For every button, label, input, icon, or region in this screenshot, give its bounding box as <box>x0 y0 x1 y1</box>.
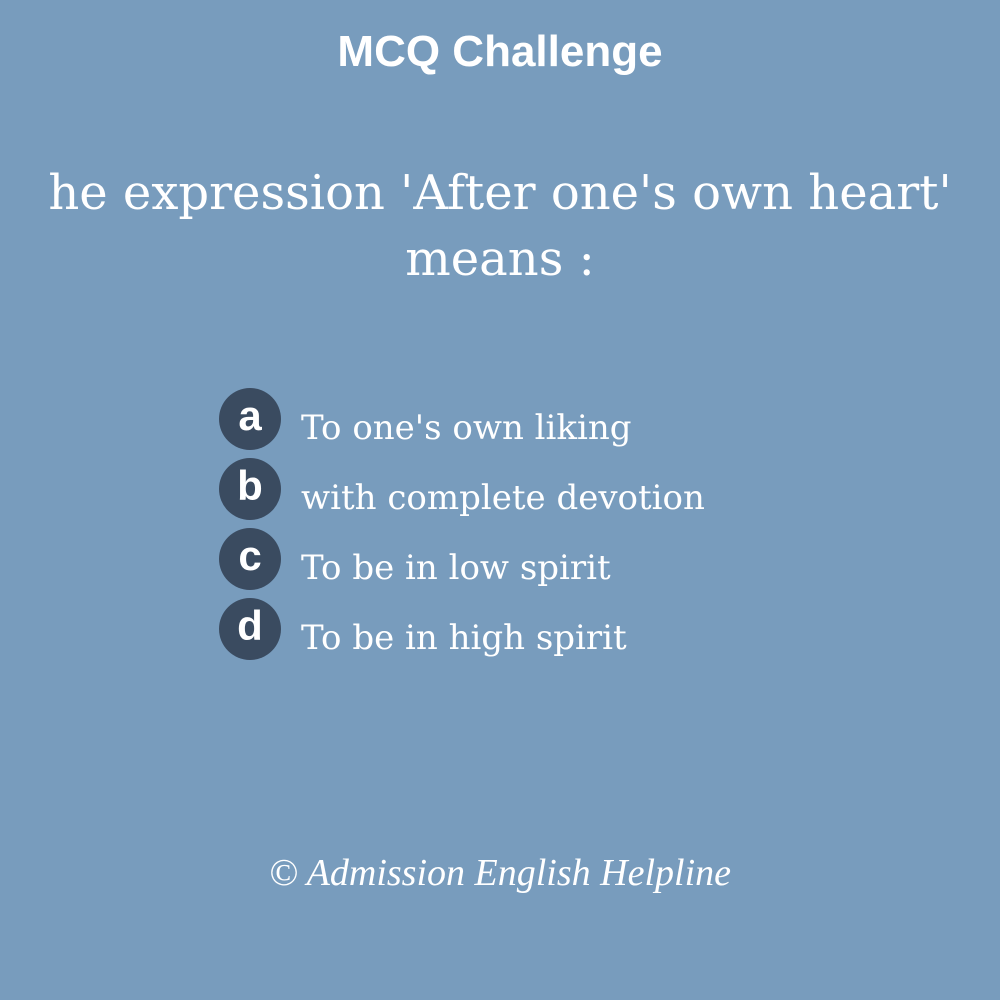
option-a[interactable] <box>219 388 819 458</box>
option-b[interactable] <box>219 458 819 528</box>
option-d[interactable] <box>219 598 819 668</box>
option-a-text: To one's own liking <box>301 408 632 448</box>
question-line-2: means : <box>405 231 595 287</box>
page-title: MCQ Challenge <box>337 27 663 76</box>
question-line-1: he expression 'After one's own heart' <box>48 165 952 221</box>
option-a-badge: a <box>219 388 281 450</box>
option-d-badge: d <box>219 598 281 660</box>
option-b-text: with complete devotion <box>301 478 705 518</box>
options-list <box>219 388 819 668</box>
copyright-footer: © Admission English Helpline <box>269 852 731 894</box>
question-text <box>0 160 1000 292</box>
option-c[interactable] <box>219 528 819 598</box>
option-c-text: To be in low spirit <box>301 548 611 588</box>
option-b-badge: b <box>219 458 281 520</box>
option-d-text: To be in high spirit <box>301 618 627 658</box>
option-c-badge: c <box>219 528 281 590</box>
